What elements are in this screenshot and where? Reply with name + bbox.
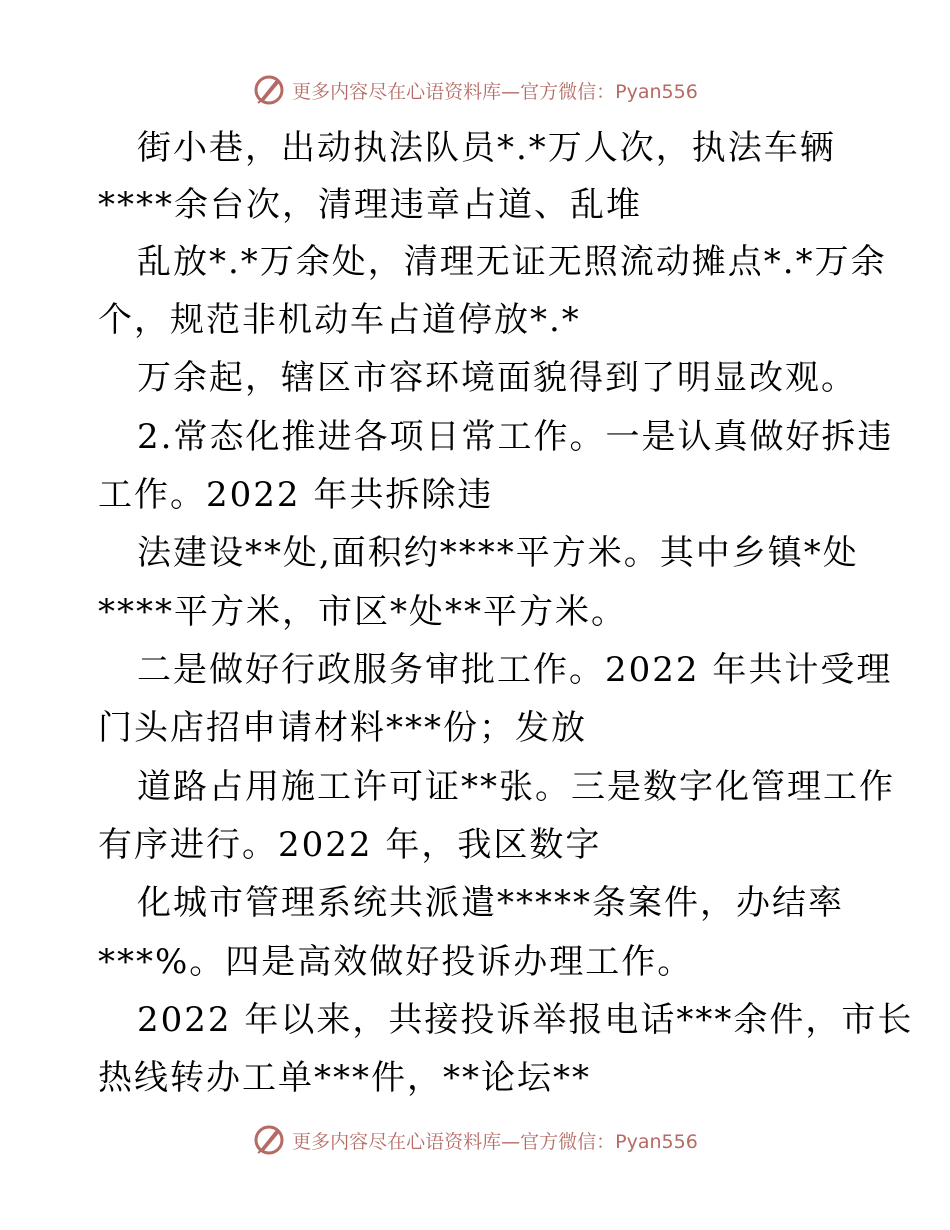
text-line: 二是做好行政服务审批工作。2022 年共计受理: [137, 650, 893, 690]
text-line: ****平方米，市区*处**平方米。: [98, 592, 627, 632]
text-line: ***%。四是高效做好投诉办理工作。: [98, 942, 694, 982]
text-line: 2022 年以来，共接投诉举报电话***余件，市长: [137, 1000, 914, 1040]
text-line: 个，规范非机动车占道停放*.*: [98, 300, 581, 340]
text-line: 乱放*.*万余处，清理无证无照流动摊点*.*万余: [137, 242, 887, 282]
text-line: 街小巷，出动执法队员*.*万人次，执法车辆: [137, 128, 836, 168]
text-line: 有序进行。2022 年，我区数字: [98, 825, 602, 865]
text-line: 万余起，辖区市容环境面貌得到了明显改观。: [137, 358, 857, 398]
text-line: 道路占用施工许可证**张。三是数字化管理工作: [137, 767, 895, 807]
text-line: 法建设**处,面积约****平方米。其中乡镇*处: [137, 533, 859, 573]
watermark-text: 更多内容尽在心语资料库—官方微信：Pyan556: [292, 1130, 698, 1153]
text-line: 工作。2022 年共拆除违: [98, 475, 494, 515]
text-line: 门头店招申请材料***份；发放: [98, 708, 587, 748]
feather-pen-icon: [252, 1123, 286, 1157]
text-line: 2.常态化推进各项日常工作。一是认真做好拆违: [137, 417, 894, 457]
text-line: 热线转办工单***件，**论坛**: [98, 1058, 591, 1098]
text-line: ****余台次，清理违章占道、乱堆: [98, 185, 642, 225]
text-line: 化城市管理系统共派遣*****条案件，办结率: [137, 883, 844, 923]
watermark-text: 更多内容尽在心语资料库—官方微信：Pyan556: [292, 80, 698, 103]
footer-watermark: [0, 1120, 950, 1160]
